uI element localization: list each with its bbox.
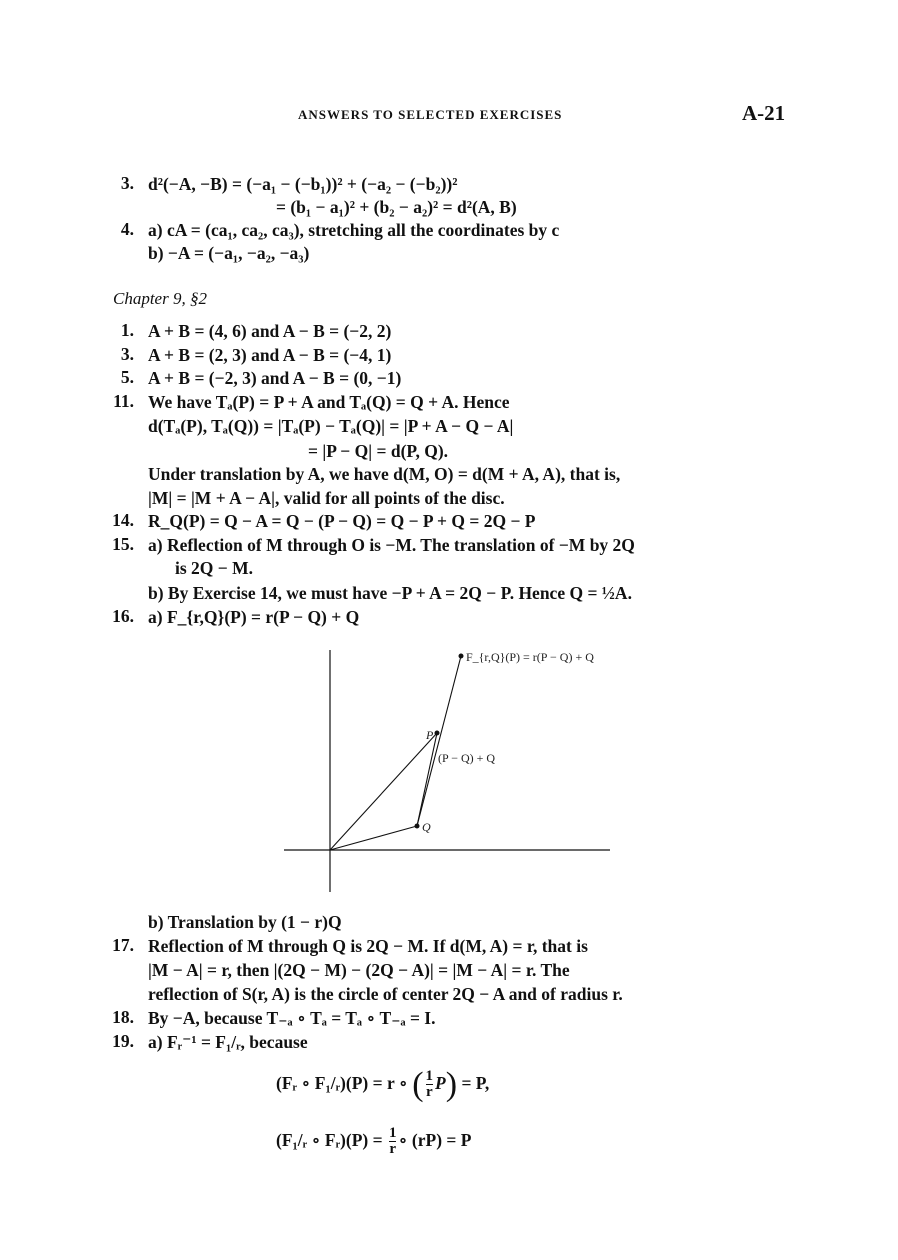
exercise-number: 18. [112,1007,134,1027]
exercise-line: reflection of S(r, A) is the circle of center 2Q − A and of radius r. [148,984,623,1004]
segment-q-to-f [417,656,461,826]
running-header: ANSWERS TO SELECTED EXERCISES [298,107,563,122]
exercise-line: b) Translation by (1 − r)Q [148,912,342,932]
point-q [415,824,420,829]
segment-origin-to-q [330,826,417,850]
fraction-numerator: 1 [425,1068,434,1085]
exercise-line: A + B = (4, 6) and A − B = (−2, 2) [148,321,392,341]
label-f: F_{r,Q}(P) = r(P − Q) + Q [466,650,594,664]
exercise-line: d(Tₐ(P), Tₐ(Q)) = |Tₐ(P) − Tₐ(Q)| = |P + A − Q − A| [148,416,514,436]
exercise-line: A + B = (2, 3) and A − B = (−4, 1) [148,345,392,365]
exercise-number: 14. [112,510,134,530]
exercise-line: We have Tₐ(P) = P + A and Tₐ(Q) = Q + A. Hence [148,392,510,412]
exercise-number: 16. [112,606,134,626]
equation-inner: P [435,1073,446,1093]
exercise-line: By −A, because T₋ₐ ∘ Tₐ = Tₐ ∘ T₋ₐ = I. [148,1008,436,1028]
exercise-line: A + B = (−2, 3) and A − B = (0, −1) [148,368,402,388]
label-q: Q [422,820,431,834]
fraction-denominator: r [389,1141,397,1158]
exercise-line: b) −A = (−a₁, −a₂, −a₃) [148,243,310,263]
fraction-numerator: 1 [388,1125,397,1142]
fraction [426,1069,434,1100]
exercise-line: |M| = |M + A − A|, valid for all points of the disc. [148,488,505,508]
label-p: P [426,728,434,742]
exercise-number: 4. [120,219,134,239]
segment-origin-to-p [330,733,437,850]
fraction [389,1126,397,1157]
equation-rhs: = P, [461,1073,490,1093]
exercise-number: 17. [112,935,134,955]
equation-lhs: (F₁/ᵣ ∘ Fᵣ)(P) = [276,1130,383,1150]
exercise-line: a) F_{r,Q}(P) = r(P − Q) + Q [148,607,360,627]
fraction-denominator: r [425,1084,433,1101]
exercise-number: 1. [120,320,134,340]
exercise-number: 3. [120,173,134,193]
exercise-number: 15. [112,534,134,554]
exercise-number: 3. [120,344,134,364]
vector-diagram [270,640,630,900]
exercise-line: = |P − Q| = d(P, Q). [308,441,449,461]
exercise-line: Under translation by A, we have d(M, O) = d(M + A, A), that is, [148,464,621,484]
label-pq: (P − Q) + Q [438,751,496,765]
chapter-heading: Chapter 9, §2 [113,289,207,308]
exercise-line: b) By Exercise 14, we must have −P + A = 2Q − P. Hence Q = ½A. [148,583,632,603]
equation-line: d²(−A, −B) = (−a₁ − (−b₁))² + (−a₂ − (−b₂))² [148,174,458,194]
exercise-line: a) cA = (ca₁, ca₂, ca₃), stretching all the coordinates by c [148,220,560,240]
right-paren: ) [445,1065,458,1103]
equation-line [276,1118,471,1162]
equation-lhs: (Fᵣ ∘ F₁/ᵣ)(P) = r ∘ [276,1073,408,1093]
exercise-line: |M − A| = r, then |(2Q − M) − (2Q − A)| = |M − A| = r. The [148,960,570,980]
exercise-line: Reflection of M through Q is 2Q − M. If d(M, A) = r, that is [148,936,588,956]
segment-q-to-p [417,733,437,826]
equation-line [276,1061,489,1107]
exercise-number: 5. [120,367,134,387]
point-f [459,654,464,659]
left-paren: ( [412,1065,424,1103]
page-number: A-21 [742,101,786,125]
exercise-line: is 2Q − M. [175,558,254,578]
equation-rhs: ∘ (rP) = P [398,1130,472,1150]
point-p [435,731,440,736]
exercise-number: 11. [113,391,134,411]
exercise-line: R_Q(P) = Q − A = Q − (P − Q) = Q − P + Q = 2Q − P [148,511,536,531]
exercise-number: 19. [112,1031,134,1051]
exercise-line: a) Fᵣ⁻¹ = F₁/ᵣ, because [148,1032,308,1052]
exercise-line: a) Reflection of M through O is −M. The translation of −M by 2Q [148,535,635,555]
equation-line: = (b₁ − a₁)² + (b₂ − a₂)² = d²(A, B) [276,197,517,217]
